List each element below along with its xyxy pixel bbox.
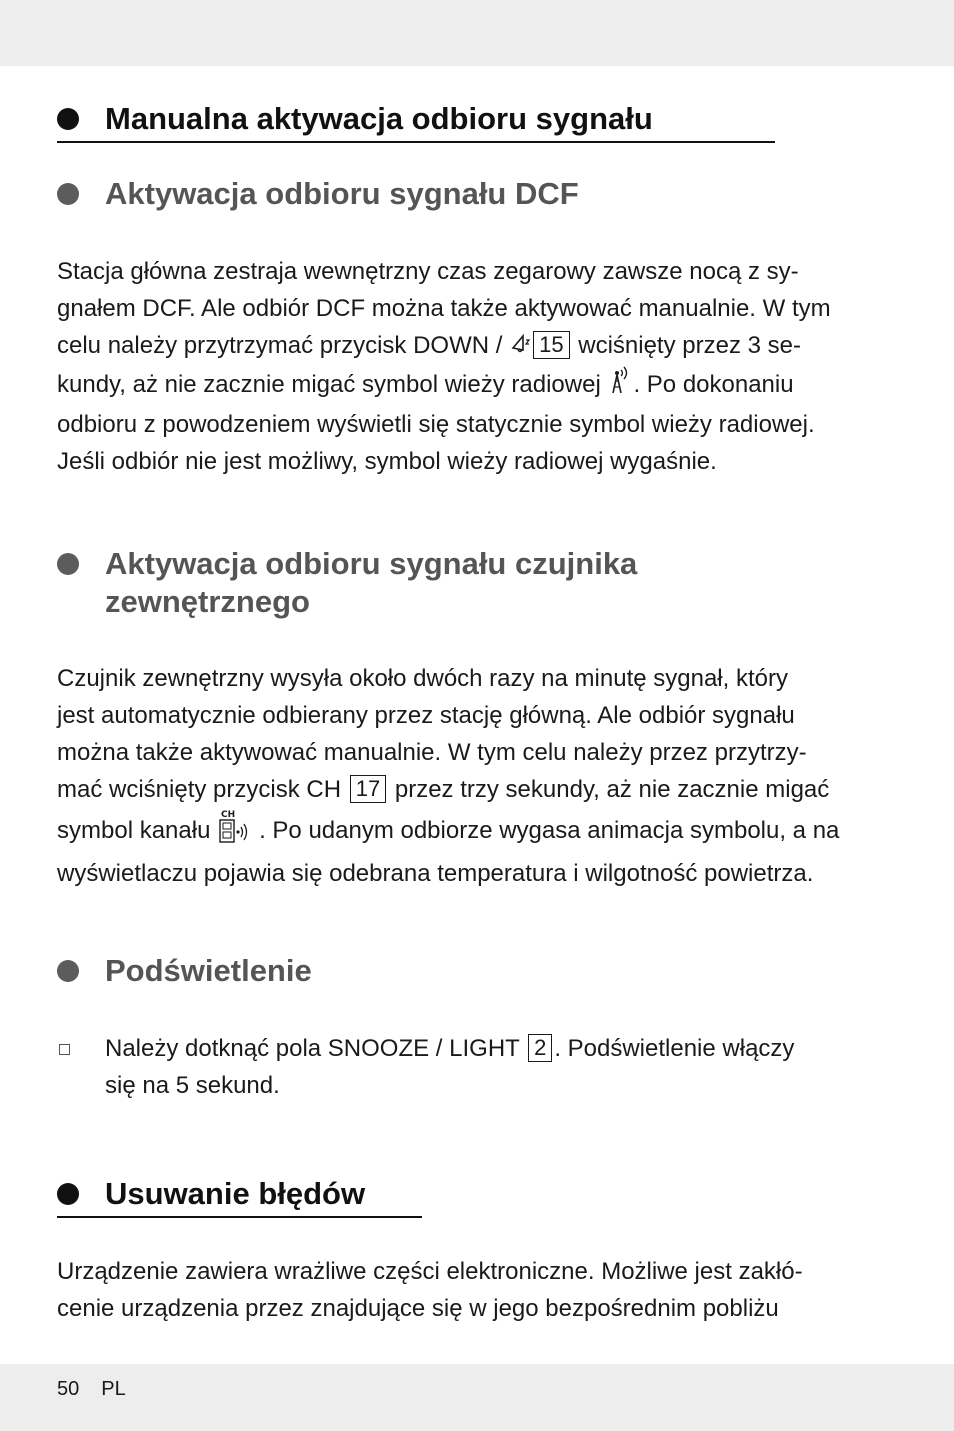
bottom-band bbox=[0, 1364, 954, 1431]
list-item-body bbox=[105, 1030, 897, 1104]
heading-manual-activation bbox=[57, 100, 775, 143]
bell-snooze-icon bbox=[509, 328, 531, 365]
text-line: Stacja główna zestraja wewnętrzny czas zegarowy zawsze nocą z sy- bbox=[57, 258, 799, 285]
paragraph-dcf bbox=[57, 253, 897, 480]
key-ref-17: 17 bbox=[350, 775, 386, 803]
text-line: Urządzenie zawiera wrażliwe części elektroniczne. Możliwe jest zakłó- bbox=[57, 1258, 803, 1285]
heading-text: Podświetlenie bbox=[105, 953, 312, 988]
language-code: PL bbox=[101, 1378, 126, 1400]
heading-text: Usuwanie błędów bbox=[105, 1176, 366, 1211]
text-line: cenie urządzenia przez znajdujące się w jego bezpośrednim pobliżu bbox=[57, 1295, 779, 1322]
svg-text:CH: CH bbox=[221, 810, 236, 820]
key-ref-2: 2 bbox=[528, 1034, 552, 1062]
paragraph-external-sensor bbox=[57, 660, 897, 892]
text-line: wyświetlaczu pojawia się odebrana temperatura i wilgotność powietrza. bbox=[57, 860, 814, 887]
page-number: 50 bbox=[57, 1378, 80, 1400]
bullet-dot bbox=[57, 1183, 79, 1205]
heading-backlight bbox=[57, 952, 312, 990]
text-fragment: . Podświetlenie włączy bbox=[554, 1035, 795, 1062]
heading-text: Manualna aktywacja odbioru sygnału bbox=[105, 101, 653, 136]
bullet-dot bbox=[57, 960, 79, 982]
channel-icon bbox=[217, 808, 259, 855]
text-fragment: celu należy przytrzymać przycisk DOWN / bbox=[57, 332, 510, 359]
bullet-dot bbox=[57, 553, 79, 575]
heading-text: Aktywacja odbioru sygnału DCF bbox=[105, 176, 579, 211]
bullet-dot bbox=[57, 108, 79, 130]
text-fragment: symbol kanału bbox=[57, 816, 218, 844]
text-line: jest automatycznie odbierany przez stację główną. Ale odbiór sygnału bbox=[57, 702, 795, 729]
page-footer bbox=[57, 1378, 126, 1401]
text-line bbox=[57, 365, 897, 406]
paragraph-troubleshooting bbox=[57, 1253, 897, 1327]
text-fragment: Należy dotknąć pola SNOOZE / LIGHT bbox=[105, 1035, 527, 1062]
text-line: odbioru z powodzeniem wyświetli się statycznie symbol wieży radiowej. bbox=[57, 411, 815, 439]
text-fragment: mać wciśnięty przycisk CH bbox=[57, 776, 348, 803]
text-line bbox=[57, 808, 897, 855]
text-fragment: wciśnięty przez 3 se- bbox=[571, 332, 801, 359]
radio-tower-icon bbox=[607, 365, 633, 406]
list-item-backlight bbox=[57, 1030, 897, 1104]
text-fragment: . Po udanym odbiorze wygasa animacja symbolu, a na bbox=[259, 816, 840, 844]
heading-troubleshooting bbox=[57, 1175, 422, 1218]
text-fragment: kundy, aż nie zacznie migać symbol wieży radiowej bbox=[57, 371, 608, 398]
text-line bbox=[57, 771, 897, 808]
text-line: można także aktywować manualnie. W tym celu należy przez przytrzy- bbox=[57, 739, 807, 766]
text-fragment: przez trzy sekundy, aż nie zacznie migać bbox=[388, 776, 830, 803]
text-line bbox=[105, 1030, 897, 1067]
text-line bbox=[57, 327, 897, 365]
text-line: gnałem DCF. Ale odbiór DCF można także aktywować manualnie. W tym bbox=[57, 295, 831, 322]
heading-external-sensor bbox=[57, 545, 637, 621]
heading-text-line2: zewnętrznego bbox=[105, 584, 310, 619]
key-ref-15: 15 bbox=[533, 331, 569, 359]
heading-dcf bbox=[57, 175, 579, 213]
text-fragment: . Po dokonaniu bbox=[633, 371, 794, 398]
heading-text-line1: Aktywacja odbioru sygnału czujnika bbox=[105, 546, 638, 581]
bullet-dot bbox=[57, 183, 79, 205]
top-band bbox=[0, 0, 954, 66]
text-line: Jeśli odbiór nie jest możliwy, symbol wieży radiowej wygaśnie. bbox=[57, 448, 717, 476]
text-line: się na 5 sekund. bbox=[105, 1072, 280, 1099]
text-line: Czujnik zewnętrzny wysyła około dwóch razy na minutę sygnał, który bbox=[57, 665, 788, 692]
checkbox-bullet bbox=[59, 1044, 70, 1055]
